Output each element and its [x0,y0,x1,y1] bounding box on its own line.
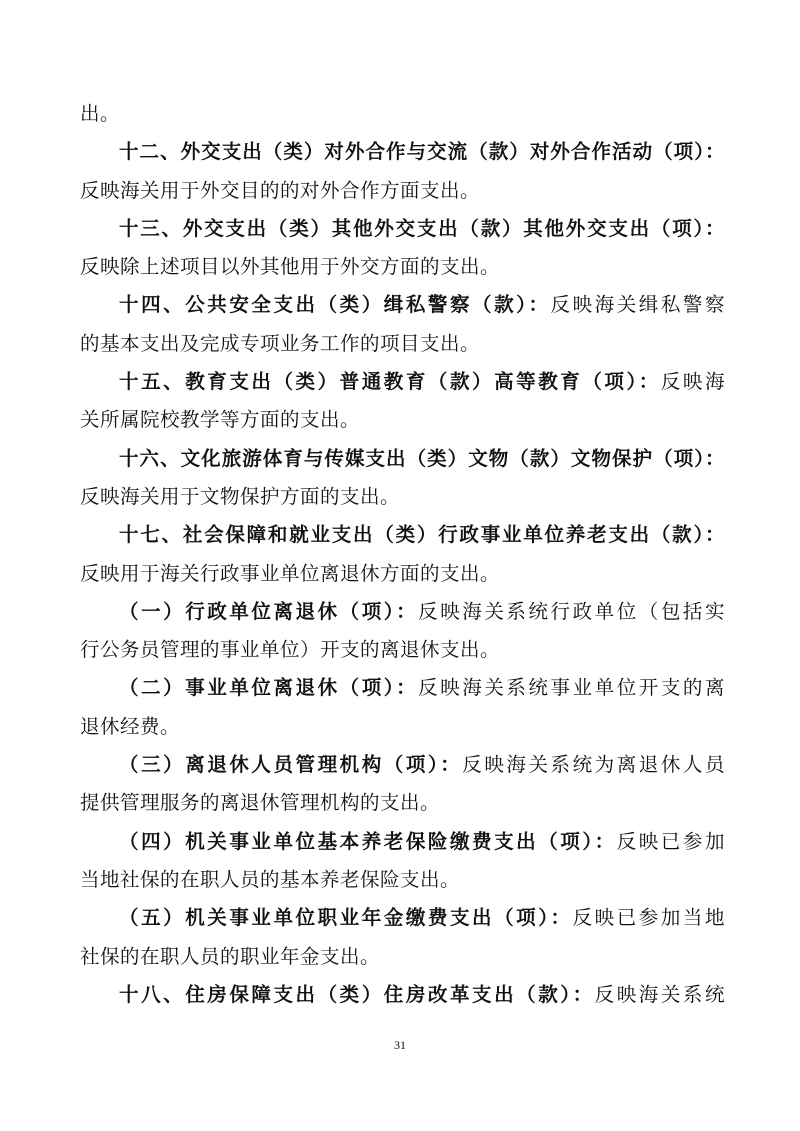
paragraph-17-3-heading-line [80,746,725,784]
paragraph-17-1-body-line [80,631,725,669]
paragraph-17-3-body-start: 反映海关系统为离退休人员 [462,753,725,777]
paragraph-17-2-body-start: 反映海关系统事业单位开支的离 [418,676,725,700]
paragraph-17-1-heading: （一）行政单位离退休（项）： [119,599,419,623]
paragraph-17-5-heading: （五）机关事业单位职业年金缴费支出（项）： [119,906,573,930]
paragraph-17-2-body: 退休经费。 [80,714,181,738]
paragraph-17-3-body: 提供管理服务的离退休管理机构的支出。 [80,791,441,815]
paragraph-17-5-heading-line [80,899,725,937]
paragraph-17-5-body-start: 反映已参加当地 [572,906,725,930]
paragraph-17-2-body-line [80,708,725,746]
paragraph-17-5-body-line [80,938,725,976]
paragraph-17-1-heading-line [80,593,725,631]
paragraph-12-heading: 十二、外交支出（类）对外合作与交流（款）对外合作活动（项）： [119,140,725,164]
paragraph-15-body: 关所属院校教学等方面的支出。 [80,408,361,432]
page-body [80,95,725,1014]
paragraph-17-2-heading-line [80,669,725,707]
paragraph-12-body: 反映海关用于外交目的的对外合作方面支出。 [80,178,481,202]
paragraph-17-5-body: 社保的在职人员的职业年金支出。 [80,944,381,968]
page-number: 31 [394,1038,406,1052]
paragraph-13-heading: 十三、外交支出（类）其他外交支出（款）其他外交支出（项）： [119,216,725,240]
paragraph-17-body-line [80,555,725,593]
paragraph-17-heading-line [80,516,725,554]
paragraph-17-3-body-line [80,784,725,822]
paragraph-18-heading-line [80,976,725,1014]
paragraph-16-heading: 十六、文化旅游体育与传媒支出（类）文物（款）文物保护（项）： [119,446,725,470]
paragraph-17-4-body: 当地社保的在职人员的基本养老保险支出。 [80,867,461,891]
paragraph-16-body-line [80,478,725,516]
paragraph-14-body-start: 反映海关缉私警察 [550,293,725,317]
paragraph-13-body-line [80,248,725,286]
paragraph-16-body: 反映海关用于文物保护方面的支出。 [80,484,401,508]
paragraph-17-heading: 十七、社会保障和就业支出（类）行政事业单位养老支出（款）： [119,523,725,547]
paragraph-17-body: 反映用于海关行政事业单位离退休方面的支出。 [80,561,501,585]
paragraph-17-4-heading: （四）机关事业单位基本养老保险缴费支出（项）： [119,829,617,853]
paragraph-16-heading-line [80,440,725,478]
paragraph-12-heading-line [80,133,725,171]
paragraph-12-body-line [80,172,725,210]
paragraph-14-body: 的基本支出及完成专项业务工作的项目支出。 [80,331,481,355]
paragraph-13-heading-line [80,210,725,248]
paragraph-14-body-line [80,325,725,363]
paragraph-15-body-line [80,401,725,439]
paragraph-17-3-heading: （三）离退休人员管理机构（项）： [119,753,463,777]
paragraph-15-heading-line [80,363,725,401]
paragraph-17-4-body-line [80,861,725,899]
paragraph-17-4-body-start: 反映已参加 [616,829,725,853]
paragraph-17-1-body-start: 反映海关系统行政单位（包括实 [418,599,725,623]
paragraph-17-2-heading: （二）事业单位离退休（项）： [119,676,419,700]
paragraph-18-body-start: 反映海关系统 [594,982,725,1006]
paragraph-13-body: 反映除上述项目以外其他用于外交方面的支出。 [80,255,501,279]
paragraph-17-1-body: 行公务员管理的事业单位）开支的离退休支出。 [80,638,501,662]
paragraph-15-body-start: 反映海 [660,370,725,394]
paragraph-15-heading: 十五、教育支出（类）普通教育（款）高等教育（项）： [119,370,661,394]
paragraph-14-heading-line [80,286,725,324]
paragraph-continuation [80,95,725,133]
paragraph-17-4-heading-line [80,823,725,861]
paragraph-14-heading: 十四、公共安全支出（类）缉私警察（款）： [119,293,551,317]
continuation-text: 出。 [80,102,121,125]
paragraph-18-heading: 十八、住房保障支出（类）住房改革支出（款）： [119,982,595,1006]
